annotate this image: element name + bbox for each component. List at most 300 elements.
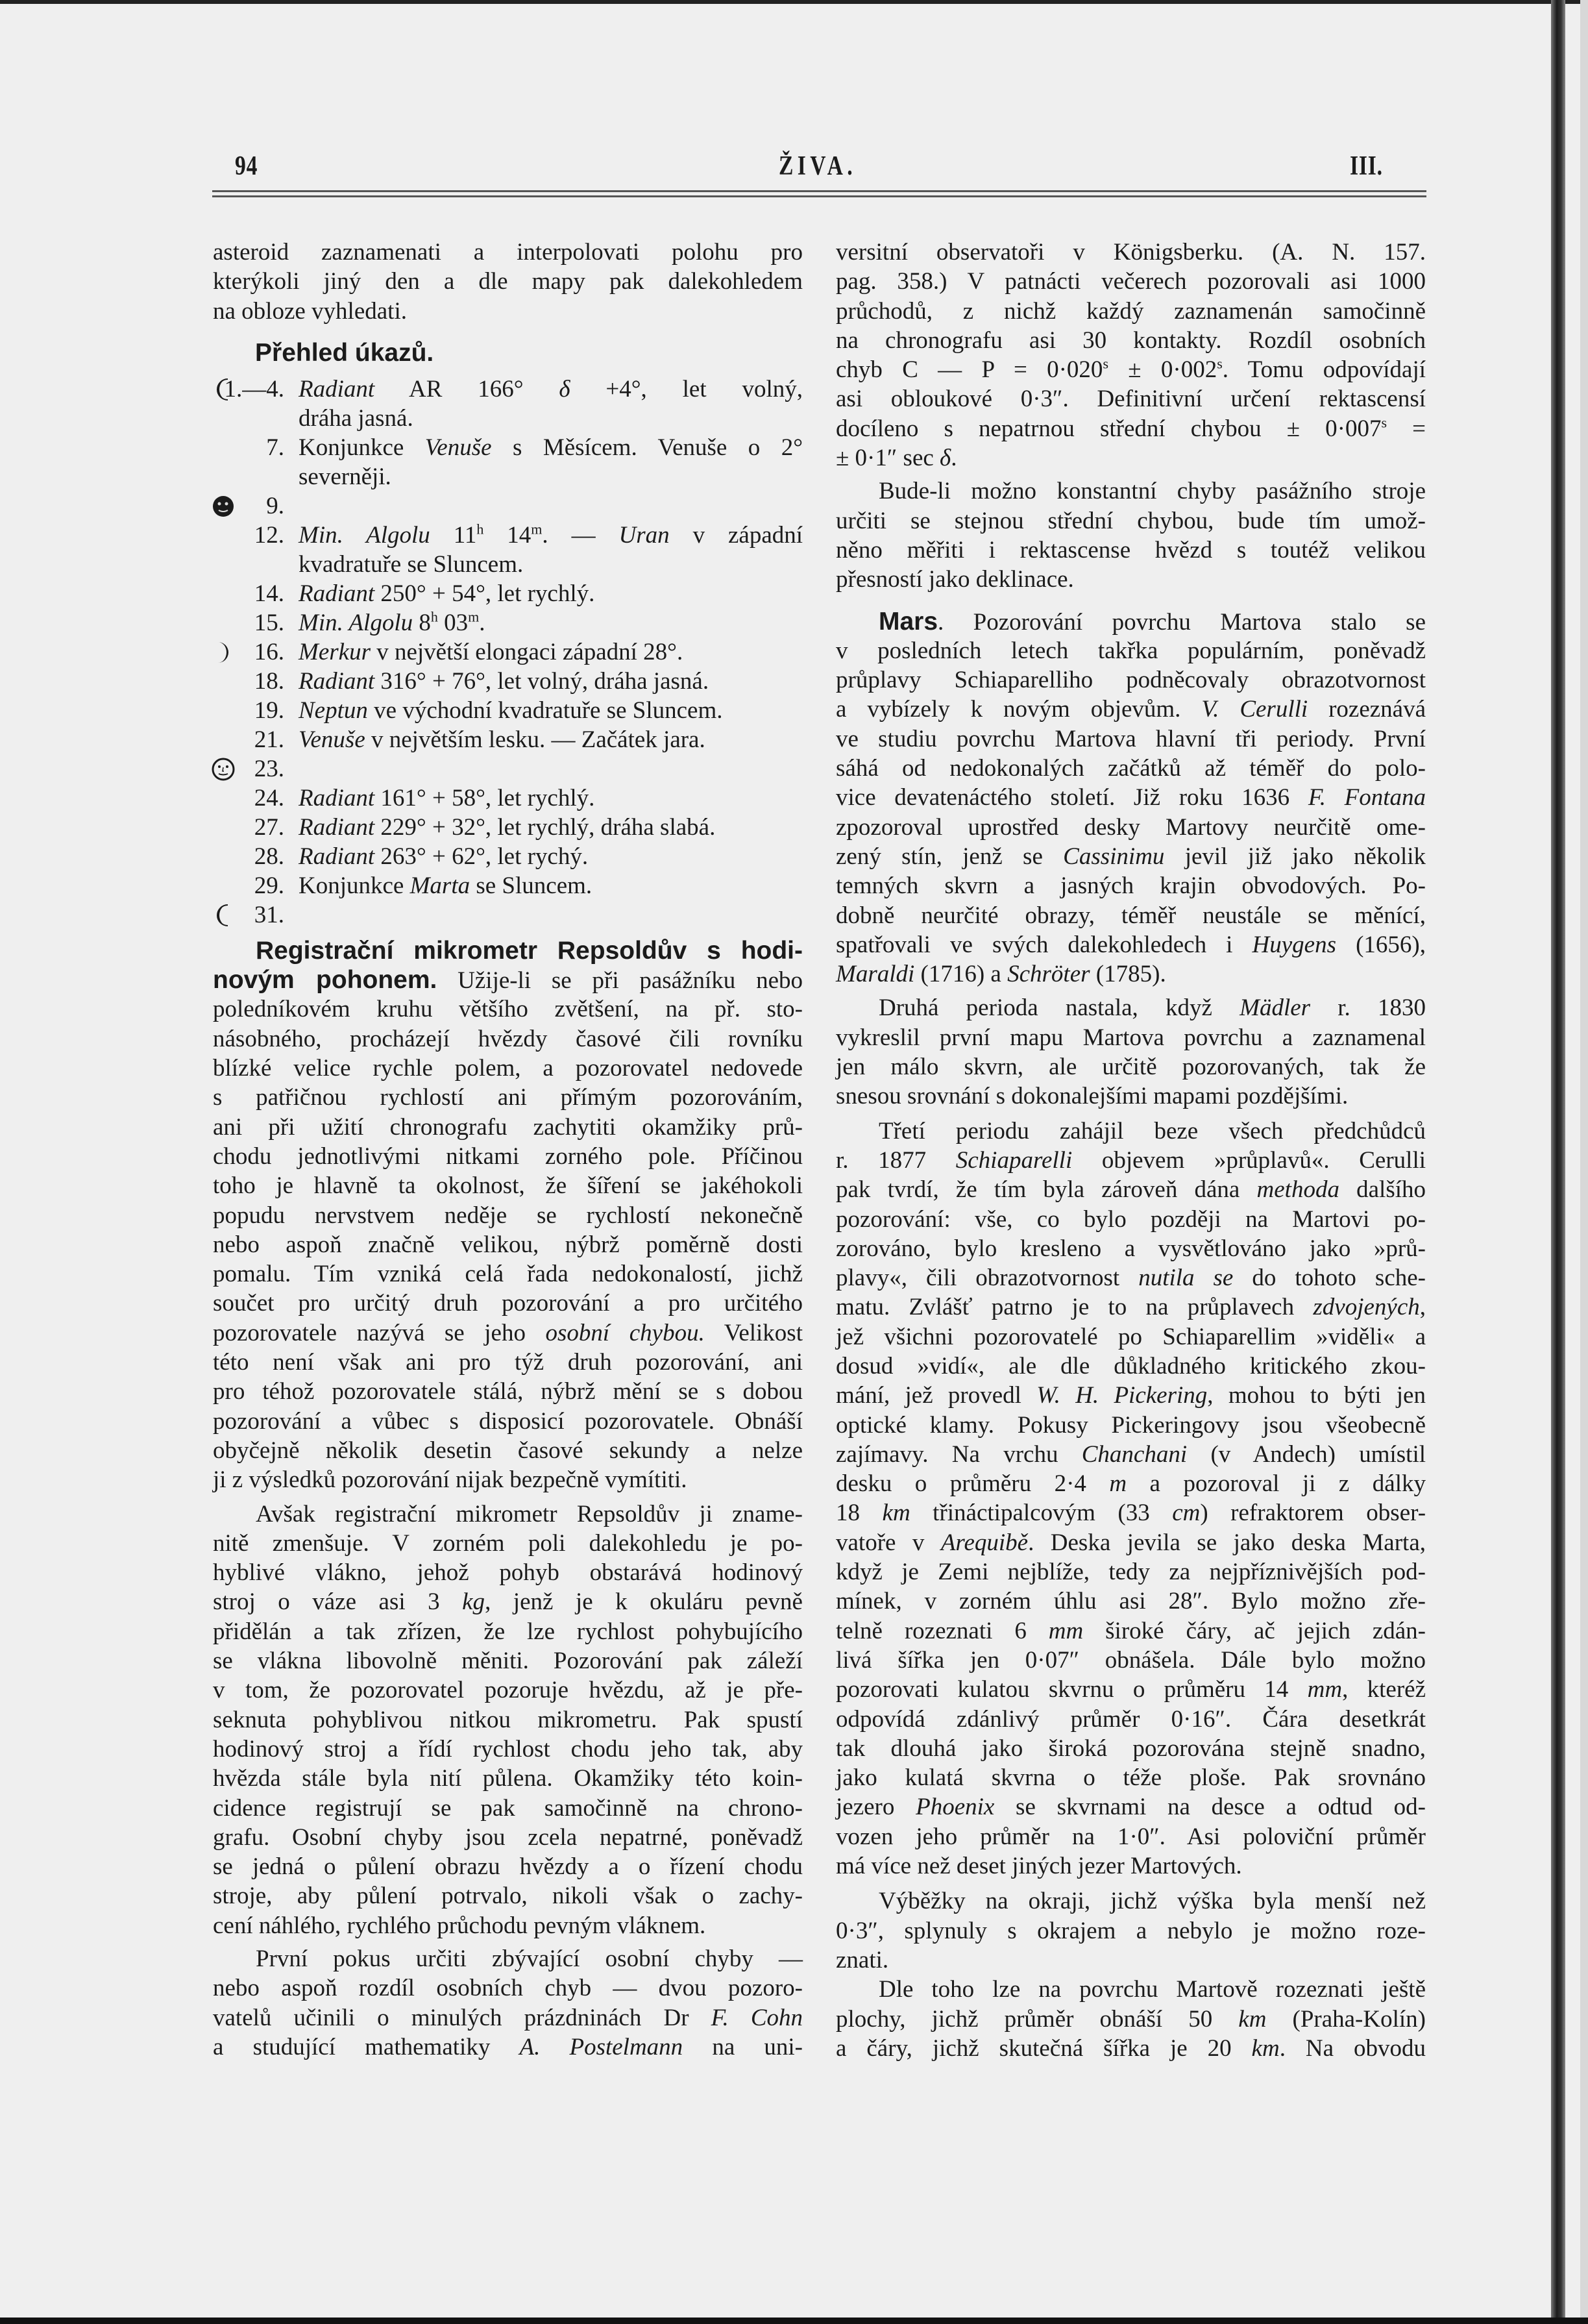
text-line: pozorování a vůbec s disposicí pozorovatele. Obnáší	[213, 1407, 803, 1435]
text-line: nitě zmenšuje. V zorném poli dalekohledu je po-	[213, 1529, 803, 1557]
text-run: do tohoto sche-	[1233, 1265, 1426, 1292]
text-line	[836, 1175, 1426, 1204]
text-line: severněji.	[299, 463, 391, 490]
text-line: vozen jeho průměr na 1·0″. Asi poloviční průměr	[836, 1823, 1426, 1850]
italic-run: Schröter	[1007, 961, 1090, 988]
text-line	[213, 2033, 803, 2062]
text-line: má více než deset jiných jezer Martových.	[836, 1853, 1242, 1880]
text-run: .	[951, 445, 957, 472]
text-run: . Deska jevila se jako deska Marta,	[1028, 1529, 1426, 1556]
text-run: jezero	[836, 1794, 916, 1821]
text-run: , kteréž	[1342, 1676, 1426, 1703]
volume-number: III.	[1350, 151, 1383, 181]
text-run: ,	[1419, 1294, 1426, 1321]
text-run: v západní	[669, 521, 803, 549]
paragraph	[213, 936, 803, 1495]
event-item	[213, 900, 803, 930]
text-line: něno měřiti i rektascense hvězd s toutéž velikou	[836, 536, 1426, 563]
italic-run: Uran	[618, 521, 670, 549]
paragraph	[836, 1975, 1426, 2063]
text-run: .	[479, 609, 485, 636]
text-run: (Praha-Kolín)	[1266, 2005, 1426, 2033]
event-item	[213, 375, 803, 433]
text-run: a pozoroval ji z dálky	[1127, 1470, 1426, 1498]
text-line	[836, 1263, 1426, 1292]
text-line: průchodů, z nichž každý zaznamenán samočinně	[836, 297, 1426, 325]
text-line: pozorování: vše, co bylo později na Martovi po-	[836, 1205, 1426, 1233]
text-line: mínek, v zorném úhlu asi 28″. Bylo možno zře-	[836, 1588, 1426, 1615]
text-line	[836, 1381, 1426, 1410]
italic-run: Phoenix	[916, 1794, 995, 1821]
italic-run: Radiant	[299, 784, 375, 811]
italic-run: δ	[559, 375, 570, 402]
text-line	[213, 725, 803, 754]
text-line	[213, 900, 803, 930]
text-line: Dle toho lze na povrchu Martově rozeznati ještě	[879, 1976, 1426, 2003]
event-day: 24.	[254, 784, 284, 811]
italic-run: Min. Algolu	[299, 521, 430, 549]
event-item	[213, 491, 803, 521]
text-run: plavy«, čili obrazotvornost	[836, 1265, 1139, 1292]
text-line: Avšak registrační mikrometr Repsoldův ji zname-	[256, 1500, 803, 1527]
text-line: kvadratuře se Sluncem.	[299, 550, 524, 578]
text-line	[213, 667, 803, 696]
italic-run: Cassinimu	[1063, 843, 1165, 870]
text-line: blízké velice rychle polem, a pozorovatel nedovede	[213, 1055, 803, 1082]
text-line: zpozoroval uprostřed desky Martovy neurčitě ome-	[836, 813, 1426, 841]
text-run: (v Andech) umístil	[1187, 1440, 1426, 1468]
event-item	[213, 696, 803, 725]
text-run: . Tomu odpovídají	[1222, 356, 1426, 384]
text-line	[213, 375, 803, 404]
text-run: ± 0·002	[1108, 356, 1217, 384]
text-line: temných skvrn a jasných krajin obvodových. Po-	[836, 872, 1426, 900]
italic-run: osobní chybou.	[545, 1319, 705, 1346]
text-run: . Na obvodu	[1279, 2034, 1426, 2062]
text-line: dráha jasná.	[299, 404, 413, 432]
text-run: ) refraktorem obser-	[1200, 1500, 1426, 1527]
italic-run: km	[882, 1500, 910, 1527]
paragraph	[836, 1886, 1426, 1975]
right-column	[836, 238, 1426, 2063]
italic-run: m	[1109, 1470, 1127, 1498]
event-day: 27.	[254, 813, 284, 841]
text-line	[836, 842, 1426, 871]
event-day: 16.	[254, 638, 284, 665]
text-line: kterýkoli jiný den a dle mapy pak dalekohledem	[213, 268, 803, 295]
italic-run: mm	[1307, 1676, 1343, 1703]
text-line: optické klamy. Pokusy Pickeringovy jsou všeobecně	[836, 1411, 1426, 1439]
text-line: s patřičnou rychlostí ani přímým pozorováním,	[213, 1084, 803, 1111]
text-run: stroj o váze asi 3	[213, 1588, 463, 1616]
italic-run: kg	[462, 1588, 485, 1616]
text-run: zený stín, jenž se	[836, 843, 1064, 870]
text-line	[213, 579, 803, 608]
text-line: livá šířka jen 0·07″ obnášela. Dále bylo možno	[836, 1646, 1426, 1674]
text-line	[836, 355, 1426, 384]
text-run: ve východní kvadratuře se Sluncem.	[367, 697, 723, 724]
text-run: (1656),	[1336, 931, 1426, 958]
text-line: cidence registrují se pak samočinně na chrono-	[213, 1794, 803, 1822]
text-line: sáhá od nedokonalých začátků až téměř do polo-	[836, 755, 1426, 782]
text-line: jako kulatá skvrna o téže ploše. Pak srovnáno	[836, 1764, 1426, 1792]
text-run: a čáry, jichž skutečná šířka je 20	[836, 2034, 1252, 2062]
event-day: 18.	[254, 667, 284, 695]
text-line: Třetí periodu zahájil beze všech předchůdců	[879, 1117, 1426, 1144]
event-item	[213, 521, 803, 579]
text-line: odpovídá zdánlivý průměr 0·16″. Čára desetkrát	[836, 1705, 1426, 1733]
text-run: rozeznává	[1308, 696, 1426, 723]
text-line: na chronografu asi 30 kontakty. Rozdíl osobních	[836, 327, 1426, 354]
paragraph	[213, 1500, 803, 1940]
text-run: 161° + 58°, let rychlý.	[374, 784, 595, 811]
text-line: se jedná o půlení obrazu hvězdy a o řízení chodu	[213, 1853, 803, 1881]
text-run: 316° + 76°, let volný, dráha jasná.	[374, 667, 709, 695]
text-line	[213, 433, 803, 462]
event-item	[213, 871, 803, 900]
text-line: ani při užití chronografu zachytiti okamžiky prů-	[213, 1113, 803, 1141]
event-item	[213, 667, 803, 696]
text-line	[836, 1792, 1426, 1822]
text-line: zorováno, bylo kresleno a vysvětlováno jako »prů-	[836, 1235, 1426, 1262]
text-run: mání, jež provedl	[836, 1382, 1037, 1409]
text-run: v největším lesku. — Začátek jara.	[365, 726, 705, 753]
italic-run: V. Cerulli	[1201, 696, 1308, 723]
superscript: h	[430, 608, 438, 625]
text-line: dobně neurčité obrazy, téměř neustále se měnící,	[836, 902, 1426, 929]
text-run: 8	[413, 609, 431, 636]
text-run: Druhá perioda nastala, když	[879, 995, 1240, 1022]
text-line	[213, 521, 803, 550]
text-line: asteroid zaznamenati a interpolovati polohu pro	[213, 239, 803, 266]
scan-binding-shadow	[1551, 0, 1565, 2324]
text-run: a vybízely k novým objevům.	[836, 696, 1202, 723]
text-line: průplavy Schiaparelliho podněcovaly obrazotvornost	[836, 667, 1426, 694]
italic-run: zdvojených	[1313, 1294, 1420, 1321]
text-line: pag. 358.) V patnácti večerech pozorovali asi 1000	[836, 268, 1426, 295]
text-run: pozorovatele nazývá se jeho	[213, 1319, 546, 1346]
text-run: se skvrnami na desce a odtud od-	[994, 1794, 1426, 1821]
event-day: 15.	[254, 609, 284, 636]
text-run: Užije-li se při pasážníku nebo	[437, 967, 803, 995]
event-item	[213, 579, 803, 608]
paragraph	[836, 607, 1426, 989]
text-line: ji z výsledků pozorování nijak bezpečně vymítiti.	[213, 1466, 687, 1494]
italic-run: Mädler	[1240, 995, 1311, 1022]
text-line	[213, 1587, 803, 1616]
text-run: 250° + 54°, let rychlý.	[374, 580, 595, 607]
text-line: poledníkovém kruhu většího zvětšení, na př. sto-	[213, 996, 803, 1023]
paragraph	[836, 476, 1426, 594]
text-line: Výběžky na okraji, jichž výška byla menší než	[879, 1888, 1426, 1915]
text-line	[836, 607, 1426, 636]
event-item	[213, 433, 803, 491]
text-line	[836, 993, 1426, 1022]
superscript: s	[1217, 355, 1223, 372]
text-line	[213, 608, 803, 637]
text-line: této není však ani pro týž druh pozorování, ani	[213, 1349, 803, 1376]
text-run: AR 166°	[374, 375, 559, 402]
italic-run: Maraldi	[836, 961, 915, 988]
text-run: r. 1877	[836, 1146, 956, 1174]
text-line	[836, 1498, 1426, 1527]
text-line: jen málo skvrn, ale určitě pozorovaných, tak že	[836, 1054, 1426, 1081]
text-run: se Sluncem.	[470, 872, 592, 899]
text-line: nebo aspoň rozdíl osobních chyb — dvou pozoro-	[213, 1975, 803, 2002]
text-line: pomalu. Tím vzniká celá řada nedokonalostí, jichž	[213, 1261, 803, 1288]
italic-run: Marta	[409, 872, 470, 899]
event-day: 23.	[254, 755, 284, 782]
event-item	[213, 813, 803, 842]
text-line: ve studiu povrchu Martova hlavní tři periody. První	[836, 725, 1426, 752]
text-run: 18	[836, 1500, 883, 1527]
event-item	[213, 637, 803, 667]
text-line: První pokus určiti zbývající osobní chyby —	[256, 1945, 803, 1972]
text-line	[213, 637, 803, 667]
event-day: 12.	[254, 521, 284, 549]
event-day: 9.	[266, 492, 284, 519]
event-item	[213, 725, 803, 754]
text-line	[213, 871, 803, 900]
superscript: s	[1381, 414, 1387, 431]
italic-run: Neptun	[299, 697, 368, 724]
text-run: 11	[430, 521, 477, 549]
text-run: 14	[483, 521, 531, 549]
text-line	[213, 784, 803, 813]
left-column	[213, 238, 803, 2062]
text-line: Bude-li možno konstantní chyby pasážního stroje	[879, 478, 1426, 505]
text-run: desku o průměru 2·4	[836, 1470, 1110, 1498]
italic-run: Radiant	[299, 667, 375, 695]
text-line	[213, 754, 803, 784]
scan-top-edge	[0, 0, 1588, 4]
text-line: nebo aspoň značně velikou, nýbrž poměrně dosti	[213, 1231, 803, 1258]
text-run: matu. Zvlášť patrno je to na průplavech	[836, 1294, 1313, 1321]
text-line	[836, 1146, 1426, 1175]
text-line: v tom, že pozorovatel pozoruje hvězdu, až je pře-	[213, 1677, 803, 1704]
bold-run: novým pohonem.	[213, 966, 437, 995]
paragraph	[836, 993, 1426, 1111]
text-line: chodu jednotlivými nitkami zorného pole. Příčinou	[213, 1143, 803, 1170]
text-line: popudu nervstvem neděje se rychlostí nekonečně	[213, 1202, 803, 1229]
italic-run: km	[1238, 2005, 1267, 2033]
italic-run: Min. Algolu	[299, 609, 413, 636]
text-run: objevem »průplavů«. Cerulli	[1072, 1146, 1426, 1174]
text-line: snesou srovnání s dokonalejšími mapami pozdějšími.	[836, 1083, 1349, 1110]
text-line	[836, 2034, 1426, 2063]
text-run: . Pozorování povrchu Martova stalo se	[938, 608, 1426, 636]
text-line	[213, 965, 803, 995]
text-run: třináctipalcovým (33	[910, 1500, 1173, 1527]
italic-run: Merkur	[299, 638, 371, 665]
italic-run: Radiant	[299, 580, 375, 607]
scan-right-margin	[1580, 0, 1588, 2324]
text-run: telně rozeznati 6	[836, 1617, 1049, 1644]
text-run: pozorovati kulatou skvrnu o průměru 14	[836, 1676, 1308, 1703]
event-day: 7.	[266, 434, 284, 461]
text-line	[836, 930, 1426, 959]
text-line: hvězda stále byla nití půlena. Okamžiky této koin-	[213, 1765, 803, 1792]
header-rule-bottom	[212, 195, 1426, 197]
text-line	[836, 1675, 1426, 1704]
text-run: (1785).	[1090, 961, 1166, 988]
text-line: na obloze vyhledati.	[213, 297, 407, 325]
text-line	[213, 813, 803, 842]
text-run: Velikost	[704, 1319, 803, 1346]
event-item	[213, 842, 803, 871]
running-title: ŽIVA.	[778, 151, 857, 181]
event-item	[213, 784, 803, 813]
italic-run: Radiant	[299, 813, 375, 841]
text-run: , mohou to býti jen	[1207, 1382, 1426, 1409]
paragraph	[213, 1944, 803, 2062]
text-run: chyb C — P = 0·020	[836, 356, 1103, 384]
text-run: +4°, let volný,	[570, 375, 803, 402]
italic-run: Chanchani	[1081, 1440, 1188, 1468]
text-line	[213, 1318, 803, 1348]
text-line	[836, 1469, 1426, 1498]
text-line	[213, 2003, 803, 2033]
text-run: 229° + 32°, let rychlý, dráha slabá.	[374, 813, 716, 841]
italic-run: δ	[940, 445, 951, 472]
italic-run: F. Fontana	[1308, 784, 1426, 811]
text-line	[213, 936, 803, 965]
left-paragraphs	[213, 936, 803, 2062]
italic-run: mm	[1048, 1617, 1084, 1644]
text-line: pro téhož pozorovatele stálá, nýbrž mění se s dobou	[213, 1378, 803, 1405]
text-run: (1716) a	[914, 961, 1008, 988]
text-run: vatelů učinili o minulých prázdninách Dr	[213, 2004, 711, 2031]
text-line	[836, 695, 1426, 724]
text-line	[213, 491, 803, 521]
text-run: a studující mathematiky	[213, 2033, 520, 2060]
text-line	[213, 842, 803, 871]
italic-run: Huygens	[1252, 931, 1336, 958]
text-line: násobného, procházejí hvězdy časové čili rovníku	[213, 1025, 803, 1052]
text-line: součet pro určitý druh pozorování a pro určitého	[213, 1290, 803, 1317]
italic-run: nutila se	[1138, 1265, 1234, 1292]
event-day: 14.	[254, 580, 284, 607]
superscript: m	[468, 608, 480, 625]
bold-run: Registrační mikrometr Repsoldův s hodi-	[256, 936, 803, 965]
scan-bottom-edge	[0, 2318, 1588, 2324]
text-run: spatřovali ve svých dalekohledech i	[836, 931, 1252, 958]
italic-run: Venuše	[424, 434, 492, 461]
text-line	[836, 1292, 1426, 1322]
header-rule-top	[212, 190, 1426, 192]
italic-run: methoda	[1256, 1176, 1339, 1204]
paragraph	[836, 1117, 1426, 1881]
text-line: dosud »vidí«, ale dle důkladného kritického zkou-	[836, 1352, 1426, 1379]
italic-run: F. Cohn	[711, 2004, 803, 2031]
text-line	[836, 1440, 1426, 1469]
italic-run: Arequibě	[940, 1529, 1029, 1556]
text-line: když je Zemi nejblíže, tedy za nejpříznivějších pod-	[836, 1559, 1426, 1586]
text-run: zajímavy. Na vrchu	[836, 1440, 1082, 1468]
paragraph	[836, 238, 1426, 473]
text-run: pak tvrdí, že tím byla zároveň dána	[836, 1176, 1257, 1204]
superscript: h	[476, 521, 484, 538]
italic-run: A. Postelmann	[519, 2033, 683, 2060]
event-item	[213, 754, 803, 784]
italic-run: W. H. Pickering	[1036, 1382, 1208, 1409]
text-line: tak dlouhá jako široká pozorována stejně snadno,	[836, 1735, 1426, 1762]
text-line: jež všichni pozorovatelé po Schiaparellim »viděli« a	[836, 1323, 1426, 1350]
text-line: 0·3″, splynuly s okrajem a nebylo je možno roze-	[836, 1917, 1426, 1944]
text-run: dalšího	[1339, 1176, 1426, 1204]
text-run: na uni-	[683, 2033, 803, 2060]
text-run: 263° + 62°, let rychý.	[374, 843, 589, 870]
text-line: grafu. Osobní chyby jsou zcela nepatrné, poněvadž	[213, 1823, 803, 1851]
text-line: toho je hlavně ta okolnost, že šíření se jakéhokoli	[213, 1172, 803, 1200]
event-item	[213, 608, 803, 637]
text-run: 03	[437, 609, 469, 636]
text-run: v největší elongaci západní 28°.	[370, 638, 683, 665]
events-list	[213, 375, 803, 930]
text-line	[836, 1528, 1426, 1557]
text-line: versitní observatoři v Königsberku. (A. N. 157.	[836, 239, 1426, 266]
text-run: s Měsícem. Venuše o 2°	[491, 434, 803, 461]
text-run: vice devatenáctého století. Již roku 1636	[836, 784, 1308, 811]
text-line	[213, 696, 803, 725]
event-day: 19.	[254, 697, 284, 724]
text-run: Konjunkce	[299, 872, 410, 899]
text-line	[836, 443, 1426, 473]
text-line	[836, 1616, 1426, 1646]
text-line	[836, 2005, 1426, 2034]
text-line: přesností jako deklinace.	[836, 566, 1074, 593]
text-line: v posledních letech takřka populárním, poněvadž	[836, 637, 1426, 664]
italic-run: Radiant	[299, 843, 375, 870]
right-paragraphs	[836, 238, 1426, 2063]
superscript: m	[531, 521, 543, 538]
text-line: znati.	[836, 1946, 889, 1973]
text-run: jevil již jako několik	[1164, 843, 1426, 870]
event-day: 21.	[254, 726, 284, 753]
text-line: seknuta pohyblivou nitkou mikrometru. Pak spustí	[213, 1706, 803, 1733]
text-line: přidělán a tak zřízen, že lze rychlost pohybujícího	[213, 1618, 803, 1645]
italic-run: Venuše	[299, 726, 365, 753]
event-day: 1.—4.	[224, 375, 284, 402]
italic-run: km	[1251, 2034, 1280, 2062]
text-line: obyčejně několik desetin časové sekundy a nelze	[213, 1437, 803, 1464]
section-heading-events: Přehled úkazů.	[255, 338, 434, 367]
event-day: 28.	[254, 843, 284, 870]
text-run: Konjunkce	[299, 434, 425, 461]
text-run: docíleno s nepatrnou střední chybou ± 0·007	[836, 415, 1382, 442]
event-day: 31.	[254, 901, 284, 928]
text-line	[836, 414, 1426, 443]
text-line	[836, 783, 1426, 812]
text-line: určiti se stejnou střední chybou, bude tím umož-	[836, 507, 1426, 534]
text-line: stroje, aby půlení potrvalo, nikoli však o zachy-	[213, 1883, 803, 1910]
text-line: hodinový stroj a řídí rychlost chodu jeho tak, aby	[213, 1735, 803, 1762]
text-run: =	[1387, 415, 1426, 442]
page-number: 94	[235, 151, 258, 181]
event-day: 29.	[254, 872, 284, 899]
italic-run: Radiant	[299, 375, 375, 402]
bold-run: Mars	[879, 607, 938, 636]
text-run: vatoře v	[836, 1529, 941, 1556]
text-run: , jenž je k okuláru pevně	[485, 1588, 803, 1616]
text-run: ± 0·1″ sec	[836, 445, 940, 472]
text-line: hyblivé vlákno, jehož pohyb obstarává hodinový	[213, 1559, 803, 1587]
text-line: asi obloukové 0·3″. Definitivní určení rektascensí	[836, 386, 1426, 413]
text-run: . —	[542, 521, 619, 549]
superscript: s	[1103, 355, 1108, 372]
text-line: se vlákna libovolně měniti. Pozorování pak záleží	[213, 1648, 803, 1675]
text-run: plochy, jichž průměr obnáší 50	[836, 2005, 1239, 2033]
